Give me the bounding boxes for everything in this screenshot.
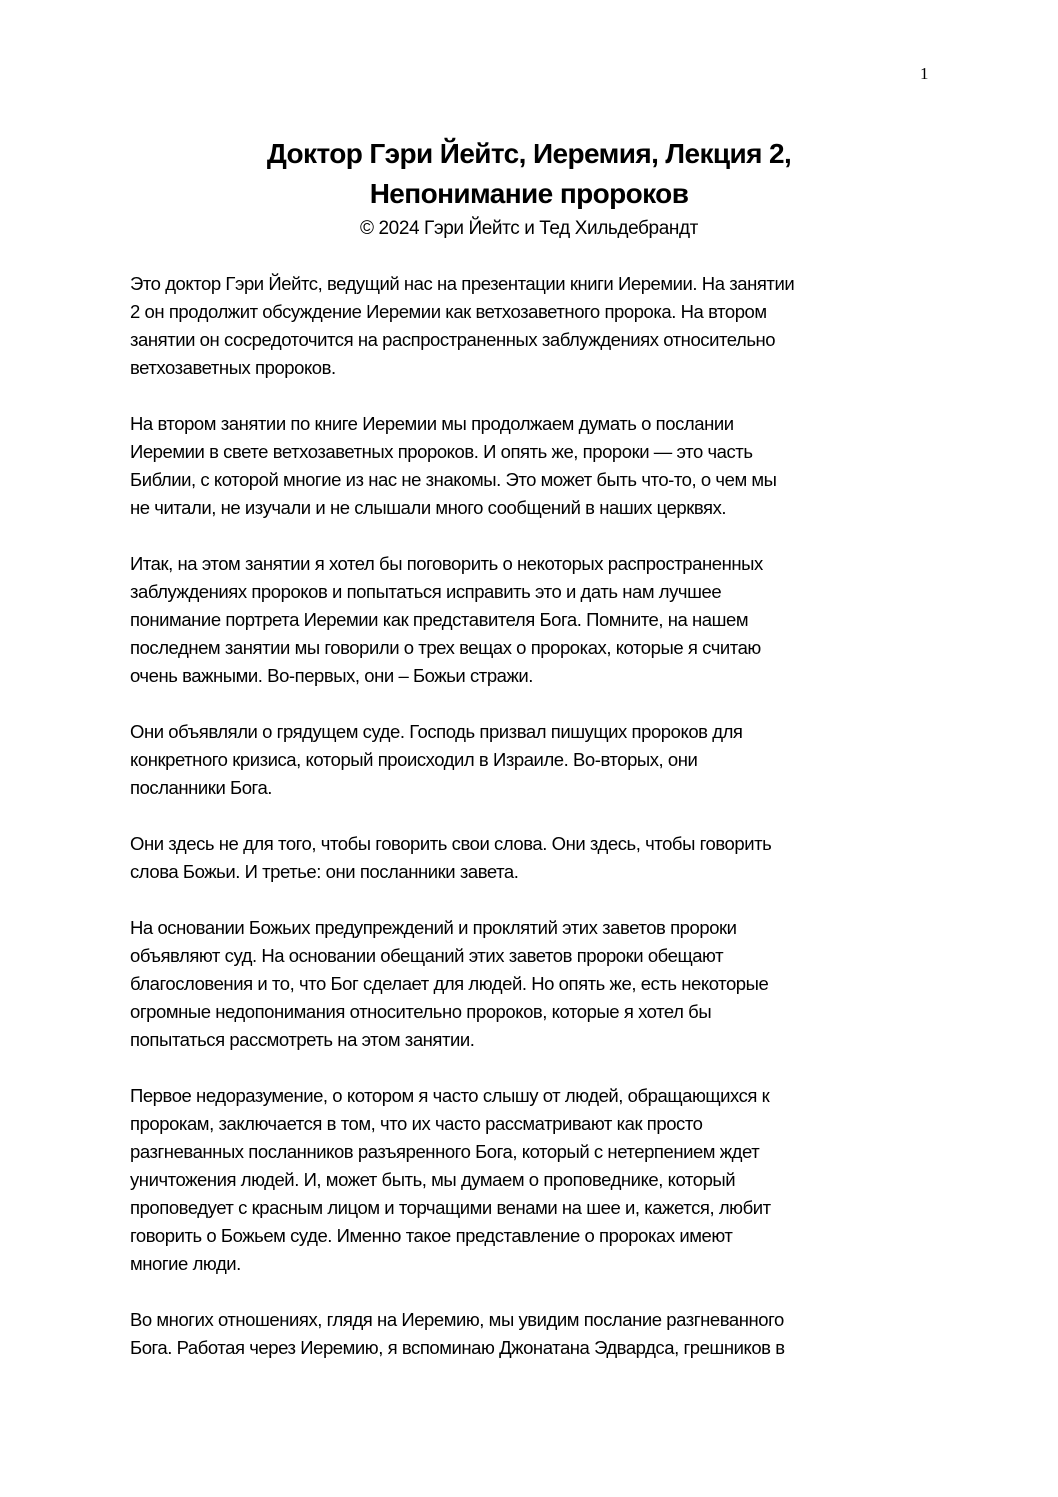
document-body: [130, 270, 950, 1390]
text-line: многие люди.: [130, 1253, 241, 1274]
page-number: 1: [920, 64, 929, 83]
text-line: Это доктор Гэри Йейтс, ведущий нас на презентации книги Иеремии. На занятии: [130, 273, 795, 294]
document-title-line-2: Непонимание пророков: [369, 178, 689, 209]
text-line: огромные недопонимания относительно пророков, которые я хотел бы: [130, 1001, 712, 1022]
text-line: Бога. Работая через Иеремию, я вспоминаю Джонатана Эдвардса, грешников в: [130, 1337, 785, 1358]
copyright-line: © 2024 Гэри Йейтс и Тед Хильдебрандт: [360, 218, 698, 239]
document-title-line-1: Доктор Гэри Йейтс, Иеремия, Лекция 2,: [266, 138, 792, 169]
paragraph: [130, 550, 950, 690]
text-line: пророкам, заключается в том, что их часто рассматривают как просто: [130, 1113, 703, 1134]
text-line: попытаться рассмотреть на этом занятии.: [130, 1029, 475, 1050]
paragraph: [130, 1082, 950, 1278]
paragraph: [130, 1306, 950, 1362]
text-line: Первое недоразумение, о котором я часто слышу от людей, обращающихся к: [130, 1085, 770, 1106]
text-line: Они объявляли о грядущем суде. Господь призвал пишущих пророков для: [130, 721, 743, 742]
text-line: уничтожения людей. И, может быть, мы думаем о проповеднике, который: [130, 1169, 736, 1190]
paragraph: [130, 718, 950, 802]
paragraph: [130, 830, 950, 886]
text-line: разгневанных посланников разъяренного Бога, который с нетерпением ждет: [130, 1141, 760, 1162]
text-line: Они здесь не для того, чтобы говорить свои слова. Они здесь, чтобы говорить: [130, 833, 772, 854]
text-line: На основании Божьих предупреждений и проклятий этих заветов пророки: [130, 917, 737, 938]
paragraph: [130, 914, 950, 1054]
text-line: Итак, на этом занятии я хотел бы поговорить о некоторых распространенных: [130, 553, 763, 574]
text-line: занятии он сосредоточится на распространенных заблуждениях относительно: [130, 329, 776, 350]
text-line: Во многих отношениях, глядя на Иеремию, мы увидим послание разгневанного: [130, 1309, 784, 1330]
text-line: Библии, с которой многие из нас не знакомы. Это может быть что-то, о чем мы: [130, 469, 777, 490]
text-line: Иеремии в свете ветхозаветных пророков. И опять же, пророки — это часть: [130, 441, 753, 462]
text-line: не читали, не изучали и не слышали много сообщений в наших церквях.: [130, 497, 727, 518]
paragraph: [130, 410, 950, 522]
text-line: заблуждениях пророков и попытаться исправить это и дать нам лучшее: [130, 581, 722, 602]
text-line: говорить о Божьем суде. Именно такое представление о пророках имеют: [130, 1225, 733, 1246]
text-line: очень важными. Во-первых, они – Божьи стражи.: [130, 665, 533, 686]
text-line: конкретного кризиса, который происходил в Израиле. Во-вторых, они: [130, 749, 698, 770]
paragraph: [130, 270, 950, 382]
text-line: слова Божьи. И третье: они посланники завета.: [130, 861, 519, 882]
text-line: 2 он продолжит обсуждение Иеремии как ветхозаветного пророка. На втором: [130, 301, 767, 322]
text-line: проповедует с красным лицом и торчащими венами на шее и, кажется, любит: [130, 1197, 771, 1218]
text-line: ветхозаветных пророков.: [130, 357, 336, 378]
text-line: последнем занятии мы говорили о трех вещах о пророках, которые я считаю: [130, 637, 761, 658]
text-line: понимание портрета Иеремии как представителя Бога. Помните, на нашем: [130, 609, 749, 630]
text-line: благословения и то, что Бог сделает для людей. Но опять же, есть некоторые: [130, 973, 769, 994]
text-line: На втором занятии по книге Иеремии мы продолжаем думать о послании: [130, 413, 734, 434]
text-line: объявляют суд. На основании обещаний этих заветов пророки обещают: [130, 945, 724, 966]
text-line: посланники Бога.: [130, 777, 272, 798]
